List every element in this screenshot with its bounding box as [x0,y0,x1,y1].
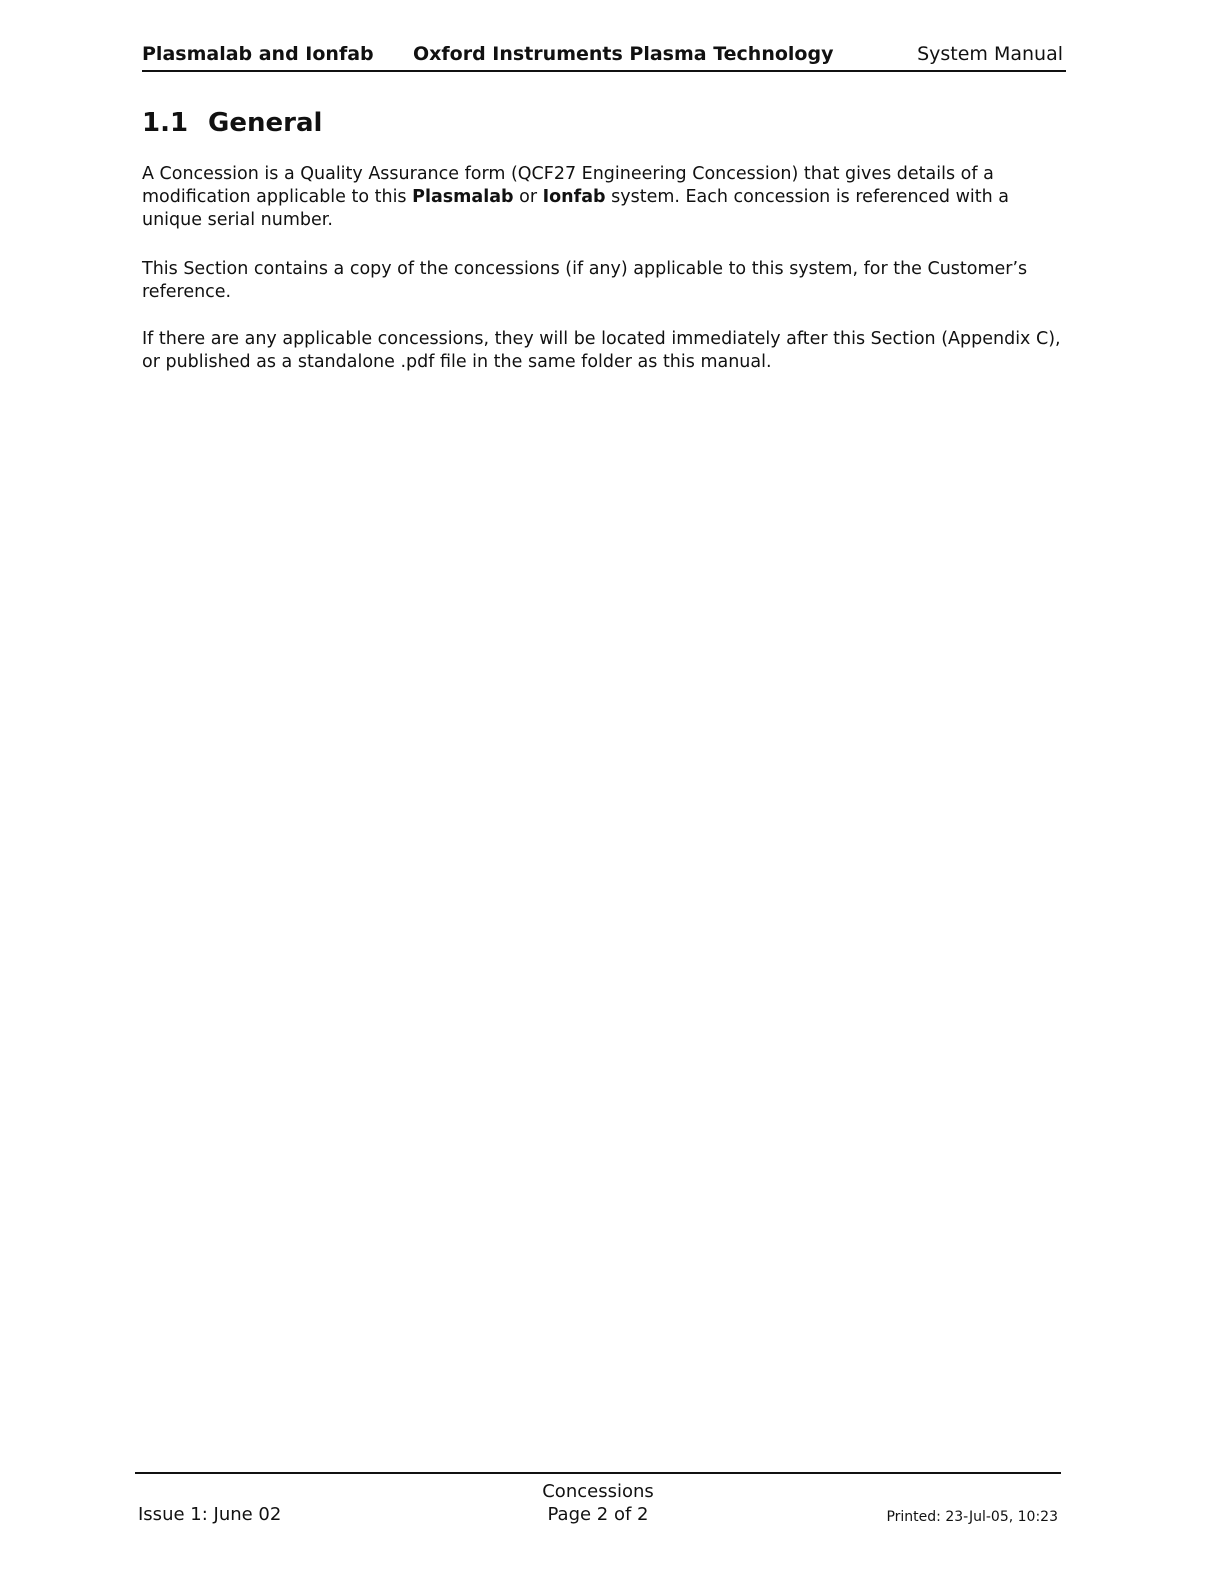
footer-chapter: Concessions [542,1481,654,1502]
section-heading [142,106,322,140]
paragraph-section-contents: This Section contains a copy of the concessions (if any) applicable to this system, for the Customer’s reference. [142,259,1028,302]
paragraph-text: system. Each concession is referenced with a unique serial number. [142,187,1010,230]
product-name-plasmalab: Plasmalab [412,187,514,207]
header-company: Oxford Instruments Plasma Technology [413,43,834,65]
paragraph-text: or [513,187,543,207]
footer-divider [135,1472,1061,1474]
footer-page-number: Page 2 of 2 [547,1504,649,1525]
page-header [142,40,1066,72]
header-product: Plasmalab and Ionfab [142,43,374,65]
product-name-ionfab: Ionfab [542,187,606,207]
paragraph-concession-definition [142,163,1067,232]
paragraph-concession-location: If there are any applicable concessions, they will be located immediately after this Section (Appendix C), or published as a standalone .pdf file in the same folder as this manual. [142,329,1061,372]
section-title: General [208,108,323,138]
footer-issue: Issue 1: June 02 [138,1504,282,1525]
section-number: 1.1 [142,108,189,138]
footer-printed-date: Printed: 23-Jul-05, 10:23 [886,1509,1058,1525]
footer-page-info [498,1480,698,1526]
header-document-type: System Manual [917,43,1063,65]
paragraph-text: A Concession is a Quality Assurance form (QCF27 Engineering Concession) that gives details of a modification applicable to this [142,164,994,207]
